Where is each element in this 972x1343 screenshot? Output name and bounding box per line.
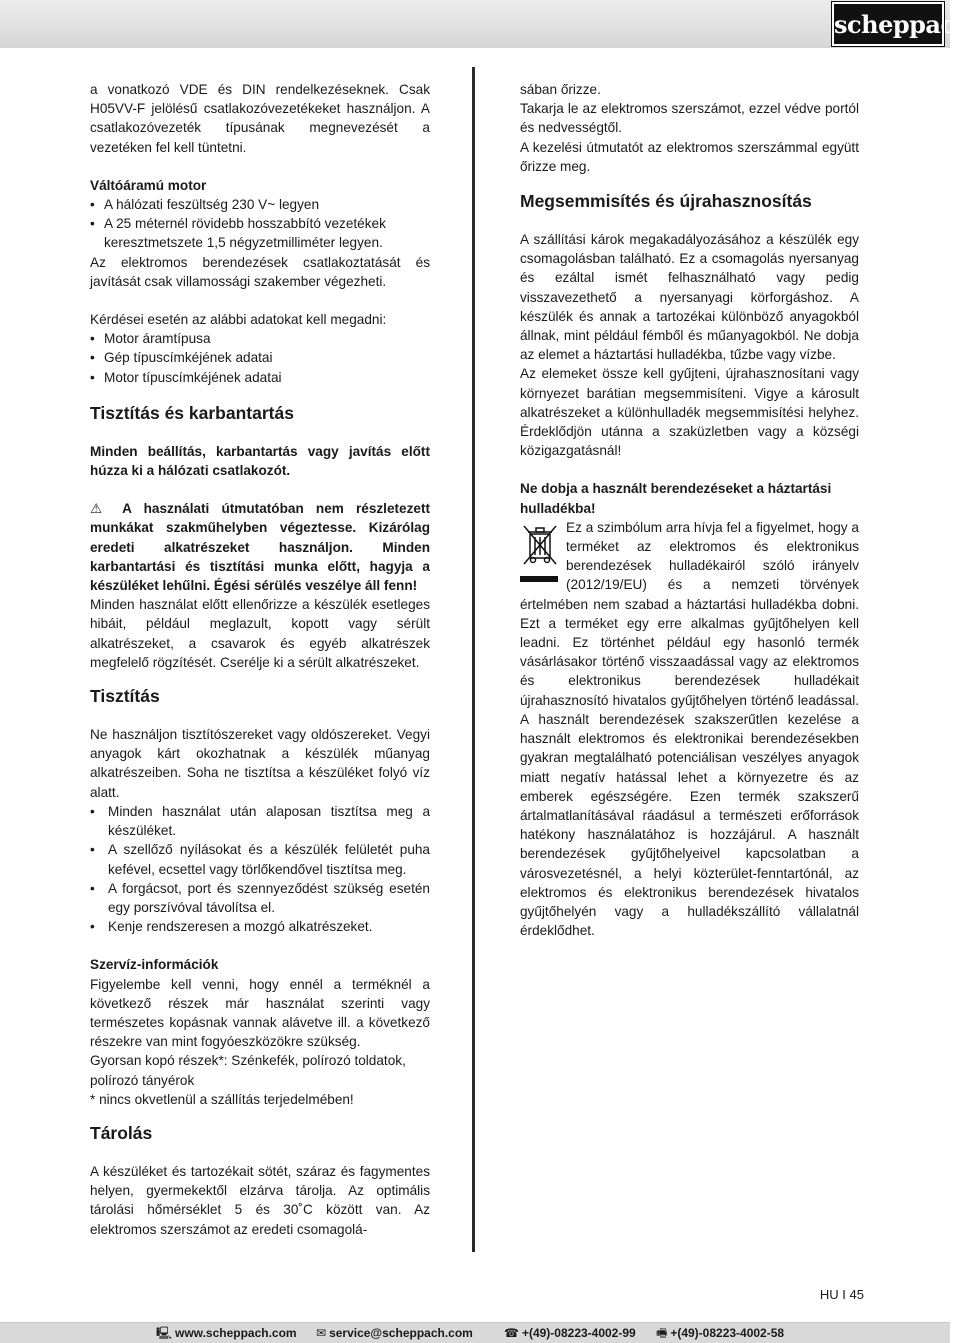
paragraph: Az elektromos berendezések csatlakoztatását és javítását csak villamossági szakember végezheti.	[90, 254, 430, 289]
list-item: • A hálózati feszültség 230 V~ legyen	[90, 195, 430, 214]
paragraph: A szállítási károk megakadályozásához a készülék egy csomagolásban található. Ez a csomagolás nyersanyag és ezáltal ismét felhasználható vagy pedig visszavezethető a nyersanyagi körforgáshoz. A készülék és annak a tartozékai különböző anyagokból állnak, mint például fémből és műanyagokból. Ne dobja az elemet a háztartási hulladékba, tűzbe vagy vízbe.	[520, 232, 859, 363]
service-heading: Szervíz-információk	[90, 957, 219, 973]
footer-fax: 🖷 +(49)-08223-4002-58	[656, 1326, 785, 1340]
phone-icon: ☎	[504, 1326, 519, 1340]
paragraph: Kérdései esetén az alábbi adatokat kell megadni:	[90, 312, 387, 328]
footer-website[interactable]: 🖳 www.scheppach.com	[156, 1326, 297, 1340]
footer-bar	[0, 1323, 950, 1343]
paragraph: a vonatkozó VDE és DIN rendelkezéseknek. Csak H05VV-F jelölésű csatlakozóvezetékeket használjon. A csatlakozóvezeték típusának megnevezését a vezetéken fel kell tüntetni.	[90, 82, 430, 155]
footer-phone: ☎ +(49)-08223-4002-99	[504, 1326, 636, 1340]
section-heading-storage: Tárolás	[90, 1122, 153, 1143]
section-heading-cleaning: Tisztítás	[90, 686, 160, 707]
list-item: • Kenje rendszeresen a mozgó alkatrészeket.	[90, 917, 430, 936]
page-number: HU I 45	[819, 1287, 864, 1302]
cleaning-list	[90, 802, 430, 936]
list-item: • Minden használat után alaposan tisztítsa meg a készüléket.	[90, 802, 430, 840]
section-heading-disposal: Megsemmisítés és újrahasznosítás	[520, 191, 812, 212]
list-item: • Gép típuscímkéjének adatai	[90, 348, 430, 367]
paragraph: A kezelési útmutatót az elektromos szerszámmal együtt őrizze meg.	[520, 139, 859, 174]
column-divider	[472, 67, 475, 1252]
motor-list	[90, 195, 430, 253]
right-column	[520, 80, 859, 940]
list-item: • A 25 méternél rövidebb hosszabbító vezetékek keresztmetszete 1,5 négyzetmilliméter legyen.	[90, 214, 430, 252]
weee-notice	[520, 518, 859, 940]
section-heading-cleaning-maintenance: Tisztítás és karbantartás	[90, 402, 294, 423]
weee-text: Ez a szimbólum arra hívja fel a figyelmet, hogy a terméket az elektromos és elektronikus berendezések hulladékairól szóló irányelv (2012/19/EU) és a nemzeti törvények értelmében nem szabad a háztartási hulladékba dobni. Ezt a terméket egy erre alkalmas gyűjtőhelyen kell leadni. Ez történhet például egy hasonló termék vásárlásakor történő visszaadással vagy az elektromos és elektronikus berendezések hulladékait újrahasznosító hivatalos gyűjtőhelyen történő leadással. A használt berendezések szakszerűtlen kezelése a használt elektromos és elektronikai berendezésekben gyakran megtalálható potenciálisan veszélyes anyagok miatt negatív hatással lehet a környezetre és az emberek egészségére. Ezen termék szakszerű ártalmatlanításával ráadásul a természeti erőforrások hatékony használatához is hozzájárul. A használt berendezések gyűjtőhelyeivel kapcsolatban a városvezetésnél, a helyi közterület-fenntartónál, az elektromos és elektronikus berendezések hivatalos gyűjtőhelyén vagy a hulladékszállító vállalatnál érdeklődhet.	[520, 519, 859, 939]
paragraph: Az elemeket össze kell gyűjteni, újrahasznosítani vagy környezet barátian megsemmisíteni. Vigye a károsult alkatrészeket a különhulladék megsemmisítési helyhez. Érdeklődjön utánna a szaküzletben vagy a községi közigazgatásnál!	[520, 366, 859, 459]
list-item: • A forgácsot, port és szennyeződést szükség esetén egy porszívóval távolítsa el.	[90, 879, 430, 917]
footer-email[interactable]: ✉ service@scheppach.com	[316, 1326, 473, 1340]
paragraph: * nincs okvetlenül a szállítás terjedelmében!	[90, 1091, 354, 1107]
monitor-icon: 🖳	[156, 1326, 173, 1340]
motor-heading: Váltóáramú motor	[90, 177, 207, 193]
header-bar	[0, 0, 972, 48]
weee-heading: Ne dobja a használt berendezéseket a háztartási hulladékba!	[520, 481, 832, 516]
paragraph: sában őrizze.	[520, 82, 601, 97]
paragraph: A készüléket és tartozékait sötét, száraz és fagymentes helyen, gyermekektől elzárva tárolja. Az optimális tárolási hőmérséklet 5 és 30˚C között van. Az elektromos szerszámot az eredeti csomagolá-	[90, 1163, 430, 1237]
brand-logo: scheppach	[832, 2, 944, 46]
warning-text-2: ⚠ A használati útmutatóban nem részletezett munkákat szakműhelyben végeztesse. Kizárólag eredeti alkatrészeket használjon. Minden karbantartási és tisztítási munka előtt, hagyja a készüléket lehűlni. Égési sérülés veszélye áll fenn!	[90, 501, 431, 594]
left-column	[90, 80, 430, 1239]
warning-icon: ⚠	[90, 501, 111, 517]
paragraph: Figyelembe kell venni, hogy ennél a terméknél a következő részek már használat szerinti vagy természetes kopásnak vannak alávetve ill. a következő részekre van mint fogyóeszközökre szükség.	[90, 976, 430, 1050]
question-list	[90, 329, 430, 387]
paragraph: Takarja le az elektromos szerszámot, ezzel védve portól és nedvességtől.	[520, 101, 859, 136]
paragraph: Ne használjon tisztítószereket vagy oldószereket. Vegyi anyagok kárt okozhatnak a készülék műanyag alkatrészeiben. Soha ne tisztítsa a készüléket folyó víz alatt.	[90, 727, 430, 800]
fax-icon: 🖷	[656, 1326, 668, 1340]
mail-icon: ✉	[316, 1326, 327, 1340]
paragraph: Minden használat előtt ellenőrizze a készülék esetleges hibáit, például meglazult, kopott vagy sérült alkatrészeket, a csavarok és egyéb alkatrészek megfelelő rögzítését. Cserélje ki a sérült alkatrészeket.	[90, 597, 430, 670]
warning-text: Minden beállítás, karbantartás vagy javítás előtt húzza ki a hálózati csatlakozót.	[90, 443, 430, 479]
list-item: • A szellőző nyílásokat és a készülék felületét puha kefével, ecsettel vagy törlőkendővel tisztítsa meg.	[90, 840, 430, 878]
list-item: • Motor típuscímkéjének adatai	[90, 368, 430, 387]
paragraph: Gyorsan kopó részek*: Szénkefék, polírozó toldatok, polírozó tányérok	[90, 1053, 406, 1088]
list-item: • Motor áramtípusa	[90, 329, 430, 348]
crossed-bin-icon	[520, 520, 560, 586]
